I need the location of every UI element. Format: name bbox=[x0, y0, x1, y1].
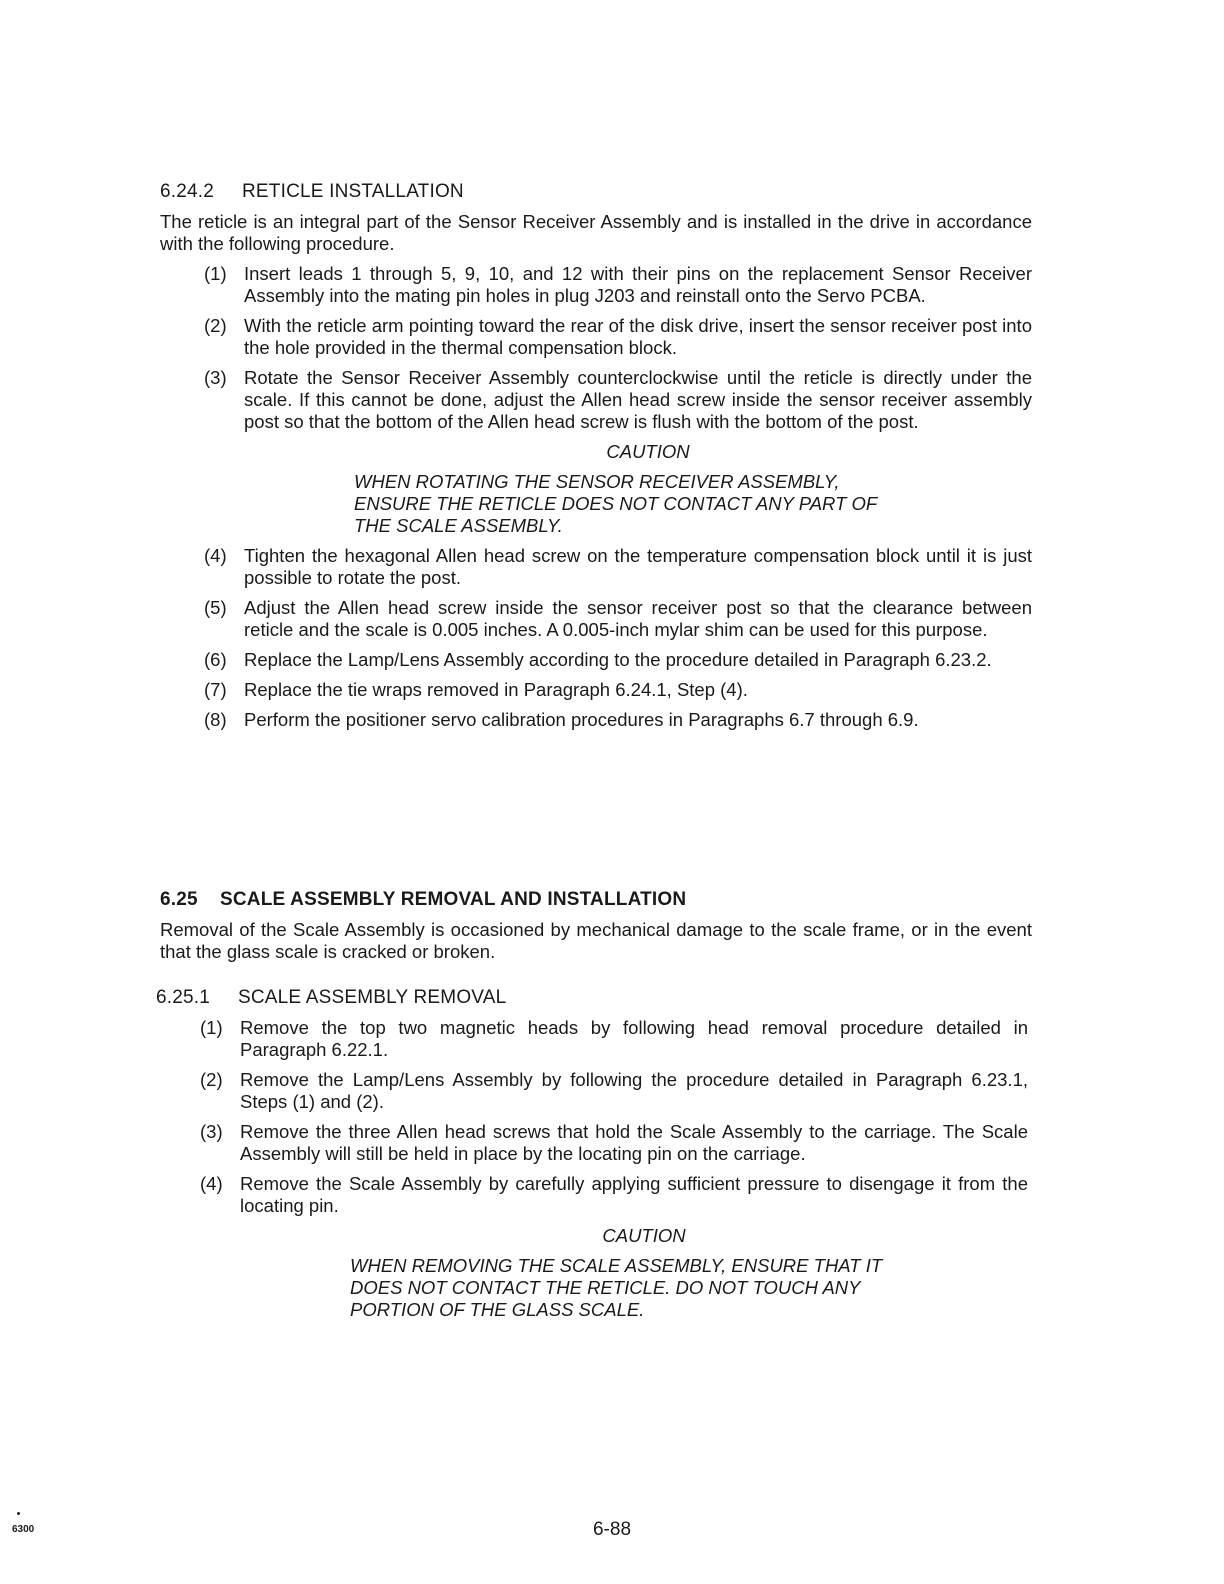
step-number: (5) bbox=[204, 597, 227, 618]
step-item bbox=[200, 1017, 1028, 1061]
section-6-25-1 bbox=[156, 987, 1028, 1329]
step-item bbox=[204, 709, 1032, 731]
caution-text: WHEN REMOVING THE SCALE ASSEMBLY, ENSURE THAT IT DOES NOT CONTACT THE RETICLE. DO NOT TOUCH ANY PORTION OF THE GLASS SCALE. bbox=[350, 1255, 883, 1320]
step-text: Replace the tie wraps removed in Paragraph 6.24.1, Step (4). bbox=[244, 679, 748, 700]
step-list bbox=[156, 1017, 1028, 1321]
section-6-24-2 bbox=[160, 181, 1032, 739]
section-heading bbox=[160, 181, 1032, 203]
step-text: Rotate the Sensor Receiver Assembly counterclockwise until the reticle is directly under the scale. If this cannot be done, adjust the Allen head screw inside the sensor receiver assembly post so that the bottom of the Allen head screw is flush with the bottom of the post. bbox=[244, 367, 1032, 432]
caution-text: WHEN ROTATING THE SENSOR RECEIVER ASSEMBLY, ENSURE THE RETICLE DOES NOT CONTACT ANY PART OF THE SCALE ASSEMBLY. bbox=[354, 471, 877, 536]
step-number: (2) bbox=[200, 1069, 223, 1090]
page-number: 6-88 bbox=[592, 1519, 632, 1540]
step-item bbox=[200, 1069, 1028, 1113]
step-text: Tighten the hexagonal Allen head screw on the temperature compensation block until it is just possible to rotate the post. bbox=[244, 545, 1032, 588]
step-text: Remove the Scale Assembly by carefully applying sufficient pressure to disengage it from the locating pin. bbox=[240, 1173, 1028, 1216]
caution-block bbox=[200, 1225, 1028, 1321]
step-number: (7) bbox=[204, 679, 227, 700]
section-title: SCALE ASSEMBLY REMOVAL bbox=[238, 987, 507, 1008]
footer-code: 6300 bbox=[12, 1524, 35, 1535]
step-item bbox=[204, 545, 1032, 589]
section-intro: The reticle is an integral part of the Sensor Receiver Assembly and is installed in the drive in accordance with the following procedure. bbox=[160, 211, 1032, 254]
step-text: Remove the top two magnetic heads by following head removal procedure detailed in Paragraph 6.22.1. bbox=[240, 1017, 1028, 1060]
section-number: 6.25.1 bbox=[156, 987, 211, 1008]
step-item bbox=[200, 1121, 1028, 1165]
step-text: With the reticle arm pointing toward the rear of the disk drive, insert the sensor receiver post into the hole provided in the thermal compensation block. bbox=[244, 315, 1032, 358]
step-text: Adjust the Allen head screw inside the sensor receiver post so that the clearance between reticle and the scale is 0.005 inches. A 0.005-inch mylar shim can be used for this purpose. bbox=[244, 597, 1032, 640]
step-number: (6) bbox=[204, 649, 227, 670]
step-text: Remove the Lamp/Lens Assembly by following the procedure detailed in Paragraph 6.23.1, Steps (1) and (2). bbox=[240, 1069, 1028, 1112]
step-item bbox=[204, 315, 1032, 359]
section-number: 6.24.2 bbox=[160, 181, 215, 202]
section-number: 6.25 bbox=[160, 889, 198, 910]
step-item bbox=[200, 1173, 1028, 1217]
step-number: (3) bbox=[200, 1121, 223, 1142]
section-heading bbox=[160, 889, 1032, 911]
step-item bbox=[204, 367, 1032, 433]
section-title: SCALE ASSEMBLY REMOVAL AND INSTALLATION bbox=[220, 889, 687, 910]
step-number: (1) bbox=[204, 263, 227, 284]
step-number: (4) bbox=[200, 1173, 223, 1194]
step-number: (1) bbox=[200, 1017, 223, 1038]
section-6-25 bbox=[160, 889, 1032, 963]
step-item bbox=[204, 679, 1032, 701]
step-item bbox=[204, 597, 1032, 641]
step-text: Replace the Lamp/Lens Assembly according to the procedure detailed in Paragraph 6.23.2. bbox=[244, 649, 992, 670]
caution-block bbox=[204, 441, 1032, 537]
step-item bbox=[204, 263, 1032, 307]
section-heading bbox=[156, 987, 1028, 1009]
footer-mark bbox=[17, 1512, 20, 1515]
step-list bbox=[160, 263, 1032, 731]
step-text: Perform the positioner servo calibration procedures in Paragraphs 6.7 through 6.9. bbox=[244, 709, 919, 730]
step-item bbox=[204, 649, 1032, 671]
step-number: (4) bbox=[204, 545, 227, 566]
step-number: (3) bbox=[204, 367, 227, 388]
section-intro: Removal of the Scale Assembly is occasioned by mechanical damage to the scale frame, or in the event that the glass scale is cracked or broken. bbox=[160, 919, 1032, 962]
caution-title: CAUTION bbox=[606, 441, 690, 462]
section-title: RETICLE INSTALLATION bbox=[242, 181, 464, 202]
step-number: (2) bbox=[204, 315, 227, 336]
caution-title: CAUTION bbox=[602, 1225, 686, 1246]
step-number: (8) bbox=[204, 709, 227, 730]
step-text: Insert leads 1 through 5, 9, 10, and 12 with their pins on the replacement Sensor Receiver Assembly into the mating pin holes in plug J203 and reinstall onto the Servo PCBA. bbox=[244, 263, 1032, 306]
step-text: Remove the three Allen head screws that hold the Scale Assembly to the carriage. The Scale Assembly will still be held in place by the locating pin on the carriage. bbox=[240, 1121, 1028, 1164]
